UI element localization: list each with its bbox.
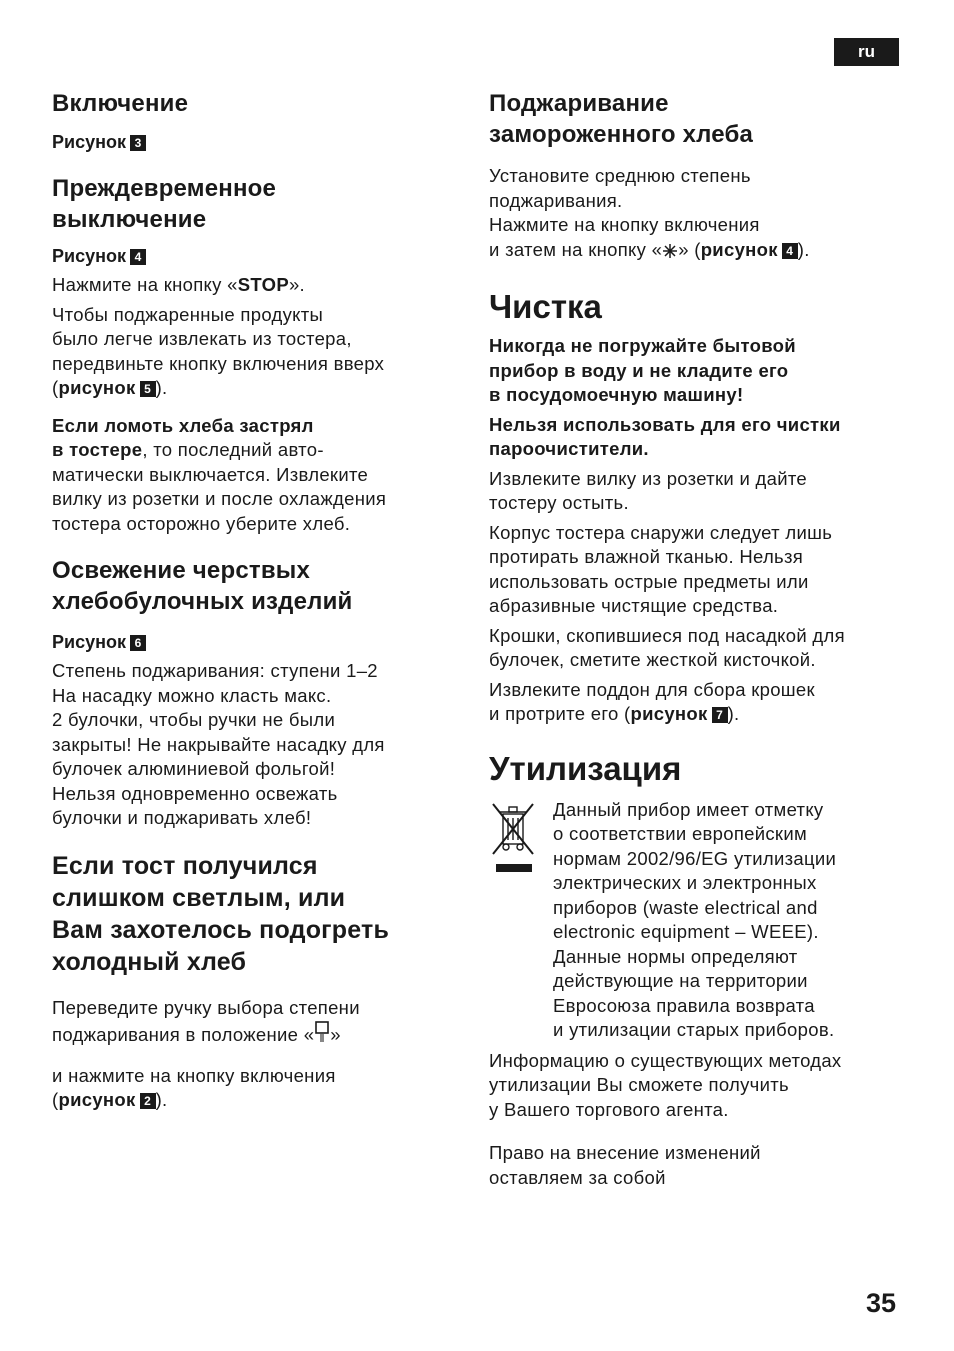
figure-number-badge: 3 — [130, 135, 146, 151]
title-line: замороженного хлеба — [489, 121, 754, 148]
text: ). — [155, 377, 168, 398]
paragraph-refresh — [52, 659, 454, 831]
text: ). — [797, 238, 810, 260]
right-column — [489, 88, 904, 1195]
text: ). — [155, 1089, 168, 1110]
figure-label: Рисунок — [52, 246, 126, 266]
title-line: холодный хлеб — [52, 947, 247, 976]
text-line: Установите среднюю степень — [489, 165, 751, 186]
figure-ref — [52, 631, 454, 653]
section-title-switch-on: Включение — [52, 90, 189, 117]
title-line: Преждевременное — [52, 175, 277, 202]
title-line: Поджаривание — [489, 90, 669, 117]
text-line: матически выключается. Извлеките — [52, 463, 369, 485]
section-title-disposal: Утилизация — [489, 749, 682, 787]
figure-ref — [52, 131, 454, 153]
stop-label: STOP — [237, 274, 289, 295]
text-line: было легче извлекать из тостера, — [52, 328, 352, 349]
figure-number-badge: 4 — [782, 243, 798, 259]
text-line: Данный прибор имеет отметку — [553, 798, 824, 820]
text-line: тостера осторожно уберите хлеб. — [52, 512, 351, 534]
text: поджаривания в положение « — [52, 1024, 315, 1045]
figure-number-badge: 7 — [712, 707, 728, 723]
text-line: Данные нормы определяют — [553, 945, 798, 967]
paragraph-jammed — [52, 414, 454, 537]
title-line: слишком светлым, или — [52, 883, 346, 912]
text-line: electronic equipment – WEEE). — [553, 921, 819, 942]
paragraph-wipe — [489, 521, 904, 619]
crossed-out-bin-icon — [491, 802, 535, 874]
text-line: вилку из розетки и после охлаждения — [52, 488, 387, 509]
text-line: закрыты! Не накрывайте насадку для — [52, 733, 385, 755]
paragraph-reheat-start — [52, 1064, 454, 1113]
warning-line: пароочистители. — [489, 438, 649, 459]
paragraph-crumbs — [489, 624, 904, 673]
figure-label: рисунок — [630, 703, 708, 724]
warning-line: Никогда не погружайте бытовой — [489, 335, 796, 356]
text-line: и утилизации старых приборов. — [553, 1019, 835, 1040]
text: ( — [52, 1089, 59, 1110]
text-line: тостеру остыть. — [489, 492, 629, 513]
page-number: 35 — [866, 1288, 897, 1318]
figure-label: рисунок — [58, 377, 136, 398]
snowflake-icon — [662, 241, 678, 266]
text-line: 2 булочки, чтобы ручки не были — [52, 709, 336, 730]
warning-line: в посудомоечную машину! — [489, 384, 744, 405]
text-line: абразивные чистящие средства. — [489, 595, 779, 616]
text-line: нормам 2002/96/EG утилизации — [553, 847, 837, 869]
left-column — [52, 88, 454, 1118]
text-line: Информацию о существующих методах — [489, 1049, 842, 1071]
text-line: утилизации Вы сможете получить — [489, 1074, 789, 1095]
text-line: На насадку можно класть макс. — [52, 684, 332, 706]
text: , то последний авто- — [142, 439, 324, 460]
warning-text: Если ломоть хлеба застрял — [52, 414, 314, 436]
text: » — [330, 1024, 341, 1045]
paragraph-tray — [489, 678, 904, 727]
text-line: Право на внесение изменений — [489, 1142, 761, 1163]
section-title-frozen — [489, 88, 904, 150]
text: ). — [727, 703, 740, 724]
paragraph-reheat-position — [52, 996, 454, 1051]
figure-number-badge: 2 — [140, 1093, 156, 1109]
warning-immersion — [489, 334, 904, 408]
figure-number-badge: 4 — [130, 249, 146, 265]
text: и протрите его ( — [489, 703, 631, 724]
text-line: передвиньте кнопку включения вверх — [52, 352, 385, 374]
figure-number-badge: 5 — [140, 381, 156, 397]
text-line: Евросоюза правила возврата — [553, 994, 815, 1016]
warning-line: прибор в воду и не кладите его — [489, 359, 789, 381]
section-title-cleaning: Чистка — [489, 288, 602, 325]
text-line: приборов (waste electrical and — [553, 896, 818, 918]
paragraph-frozen — [489, 164, 904, 265]
text-line: у Вашего торгового агента. — [489, 1098, 729, 1120]
section-title-reheat — [52, 850, 454, 978]
paragraph-disposal-info — [489, 1049, 904, 1123]
paragraph-rights-note — [489, 1141, 904, 1190]
figure-label: рисунок — [58, 1089, 136, 1110]
language-tab: ru — [834, 38, 899, 66]
title-line: хлебобулочных изделий — [52, 588, 353, 615]
title-line: выключение — [52, 206, 207, 233]
text-line: Крошки, скопившиеся под насадкой для — [489, 624, 845, 646]
text-line: булочки и поджаривать хлеб! — [52, 807, 312, 828]
warning-steam — [489, 413, 904, 462]
title-line: Освежение черствых — [52, 557, 311, 584]
paragraph-unplug — [489, 467, 904, 516]
weee-text — [553, 798, 904, 1043]
weee-notice — [489, 798, 904, 1043]
text-line: Извлеките вилку из розетки и дайте — [489, 467, 807, 489]
text: ». — [288, 274, 305, 295]
text: ( — [52, 377, 59, 398]
paragraph-stop — [52, 273, 454, 298]
text-line: Переведите ручку выбора степени — [52, 996, 360, 1018]
text: » ( — [678, 238, 701, 260]
text-line: булочек алюминиевой фольгой! — [52, 758, 336, 779]
figure-label: Рисунок — [52, 132, 126, 152]
toast-slot-icon — [314, 1020, 330, 1051]
section-title-early-stop — [52, 173, 454, 235]
warning-text: в тостере — [52, 439, 143, 460]
text-line: действующие на территории — [553, 970, 808, 991]
warning-line: Нельзя использовать для его чистки — [489, 413, 841, 435]
figure-label: Рисунок — [52, 632, 126, 652]
text-line: оставляем за собой — [489, 1166, 666, 1188]
text-line: Степень поджаривания: ступени 1–2 — [52, 660, 378, 681]
paragraph-lift — [52, 303, 454, 401]
figure-label: рисунок — [700, 238, 778, 260]
text-line: Нельзя одновременно освежать — [52, 782, 338, 804]
text-line: и нажмите на кнопку включения — [52, 1064, 336, 1086]
text: и затем на кнопку « — [489, 238, 663, 260]
text-line: Чтобы поджаренные продукты — [52, 303, 324, 325]
title-line: Вам захотелось подогреть — [52, 915, 390, 944]
text-line: Корпус тостера снаружи следует лишь — [489, 521, 833, 543]
text-line: поджаривания. — [489, 189, 623, 211]
text-line: Нажмите на кнопку включения — [489, 214, 760, 235]
figure-ref — [52, 245, 454, 267]
section-title-refresh — [52, 555, 454, 617]
title-line: Если тост получился — [52, 851, 318, 880]
text-line: протирать влажной тканью. Нельзя — [489, 546, 804, 567]
text-line: о соответствии европейским — [553, 823, 807, 844]
text-line: использовать острые предметы или — [489, 570, 809, 592]
text-line: булочек, сметите жесткой кисточкой. — [489, 649, 816, 670]
text-line: Извлеките поддон для сбора крошек — [489, 678, 815, 700]
text-line: электрических и электронных — [553, 872, 817, 893]
text: Нажмите на кнопку « — [52, 274, 238, 295]
figure-number-badge: 6 — [130, 635, 146, 651]
